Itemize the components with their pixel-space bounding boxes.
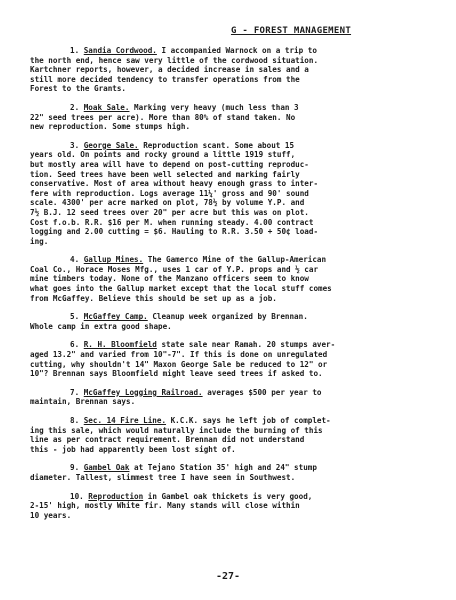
item-number: 9.	[70, 463, 80, 473]
paragraph-line: conservative. Most of area without heavy enough grass to inter-	[30, 179, 319, 189]
item-title: Sec. 14 Fire Line.	[83, 416, 167, 425]
paragraph-line: but mostly area will have to depend on post-cutting reproduc-	[30, 159, 309, 169]
paragraph-line: years old. On points and rocky ground a little 1919 stuff,	[30, 150, 296, 160]
paragraph-line: Coal Co., Horace Moses Mfg., uses 1 car of Y.P. props and ½ car	[30, 264, 319, 274]
paragraph-line: line as per contract requirement. Brennan did not understand	[30, 435, 305, 445]
item-number: 10.	[70, 491, 84, 501]
paragraph-first-line	[30, 312, 432, 322]
paragraph-item	[30, 388, 432, 407]
item-number: 2.	[70, 102, 80, 112]
paragraph-line: 10"? Brennan says Bloomfield might leave seed trees if asked to.	[30, 369, 323, 379]
paragraph-item	[30, 492, 432, 521]
paragraph-first-line	[30, 103, 432, 113]
item-title: Sandia Cordwood.	[83, 46, 157, 55]
item-number: 1.	[70, 46, 80, 55]
paragraph-first-line	[30, 463, 432, 473]
paragraph-line: cutting, why shouldn't 14" Maxon George Sale be reduced to 12" or	[30, 359, 328, 369]
item-title: Gallup Mines.	[83, 255, 144, 265]
paragraph-line: maintain, Brennan says.	[30, 397, 136, 407]
paragraph-line: 22" seed trees per acre). More than 80% of stand taken. No	[30, 112, 296, 122]
item-first-text: K.C.K. says he left job of complet-	[170, 416, 331, 425]
item-number: 6.	[70, 340, 80, 350]
paragraph-line: 10 years.	[30, 510, 72, 520]
item-title: George Sale.	[83, 140, 139, 150]
item-title: McGaffey Logging Railroad.	[83, 387, 203, 397]
paragraph-item	[30, 103, 432, 132]
items-list	[30, 46, 432, 520]
item-title: Gambel Oak	[83, 463, 130, 473]
item-first-text: state sale near Ramah. 20 stumps aver-	[161, 340, 336, 350]
paragraph-line: still more decided tendency to transfer operations from the	[30, 74, 300, 84]
paragraph-item	[30, 340, 432, 378]
paragraph-line: aged 13.2" and varied from 10"-7". If this is done on unregulated	[30, 350, 328, 360]
paragraph-line: mine timbers today. None of the Manzano officers seem to know	[30, 274, 309, 284]
paragraph-line: logging and 2.00 cutting = $6. Hauling to R.R. 3.50 + 50¢ load-	[30, 227, 319, 237]
paragraph-line: scale. 4300' per acre marked on plot, 78½ by volume Y.P. and	[30, 198, 305, 208]
page-heading	[150, 26, 432, 36]
paragraph-item	[30, 416, 432, 454]
paragraph-line: 2-15' high, mostly White fir. Many stands will close within	[30, 501, 300, 511]
page-number: -27-	[215, 571, 241, 582]
paragraph-first-line	[30, 492, 432, 502]
paragraph-line: from McGaffey. Believe this should be set up as a job.	[30, 293, 277, 303]
paragraph-first-line	[30, 255, 432, 265]
item-first-text: Reproduction scant. Some about 15	[143, 140, 295, 150]
paragraph-line: this - job had apparently been lost sight of.	[30, 444, 236, 454]
paragraph-first-line	[30, 388, 432, 398]
item-number: 3.	[70, 140, 80, 150]
paragraph-line: Forest to the Grants.	[30, 84, 127, 94]
item-number: 7.	[70, 387, 80, 397]
paragraph-line: tion. Seed trees have been well selected and marking fairly	[30, 169, 300, 179]
paragraph-first-line	[30, 46, 432, 56]
paragraph-line: fere with reproduction. Logs average 11¼' gross and 90' sound	[30, 188, 309, 198]
paragraph-first-line	[30, 340, 432, 350]
paragraph-item	[30, 312, 432, 331]
item-number: 8.	[70, 416, 80, 425]
paragraph-item	[30, 141, 432, 247]
paragraph-line: ing this sale, which would naturally include the burning of this	[30, 425, 323, 435]
item-title: Moak Sale.	[83, 102, 130, 112]
item-first-text: averages $500 per year to	[207, 387, 322, 397]
item-title: McGaffey Camp.	[83, 312, 148, 322]
item-title: Reproduction	[88, 491, 144, 501]
paragraph-item	[30, 463, 432, 482]
paragraph-line: Kartchner reports, however, a decided increase in sales and a	[30, 65, 309, 75]
item-first-text: Cleanup week organized by Brennan.	[152, 312, 308, 322]
item-first-text: at Tejano Station 35' high and 24" stump	[134, 463, 317, 473]
paragraph-line: Cost f.o.b. R.R. $16 per M. when running steady. 4.00 contract	[30, 217, 314, 227]
paragraph-first-line	[30, 141, 432, 151]
paragraph-line: 7½ B.J. 12 seed trees over 20" per acre but this was on plot.	[30, 207, 309, 217]
item-number: 5.	[70, 312, 80, 322]
item-number: 4.	[70, 255, 80, 265]
heading-text: G - FOREST MANAGEMENT	[230, 26, 352, 36]
item-first-text: I accompanied Warnock on a trip to	[161, 46, 317, 55]
paragraph-line: Whole camp in extra good shape.	[30, 321, 172, 331]
paragraph-line: new reproduction. Some stumps high.	[30, 122, 191, 132]
paragraph-line: the north end, hence saw very little of the cordwood situation.	[30, 55, 319, 65]
paragraph-line: what goes into the Gallup market except that the local stuff comes	[30, 284, 332, 294]
item-first-text: in Gambel oak thickets is very good,	[147, 491, 313, 501]
paragraph-line: ing.	[30, 236, 49, 246]
paragraph-item	[30, 255, 432, 303]
paragraph-item	[30, 46, 432, 94]
paragraph-line: diameter. Tallest, slimmest tree I have seen in Southwest.	[30, 472, 296, 482]
item-first-text: The Gamerco Mine of the Gallup-American	[147, 255, 327, 265]
item-first-text: Marking very heavy (much less than 3	[134, 102, 299, 112]
paragraph-first-line	[30, 416, 432, 426]
item-title: R. H. Bloomfield	[83, 340, 157, 350]
